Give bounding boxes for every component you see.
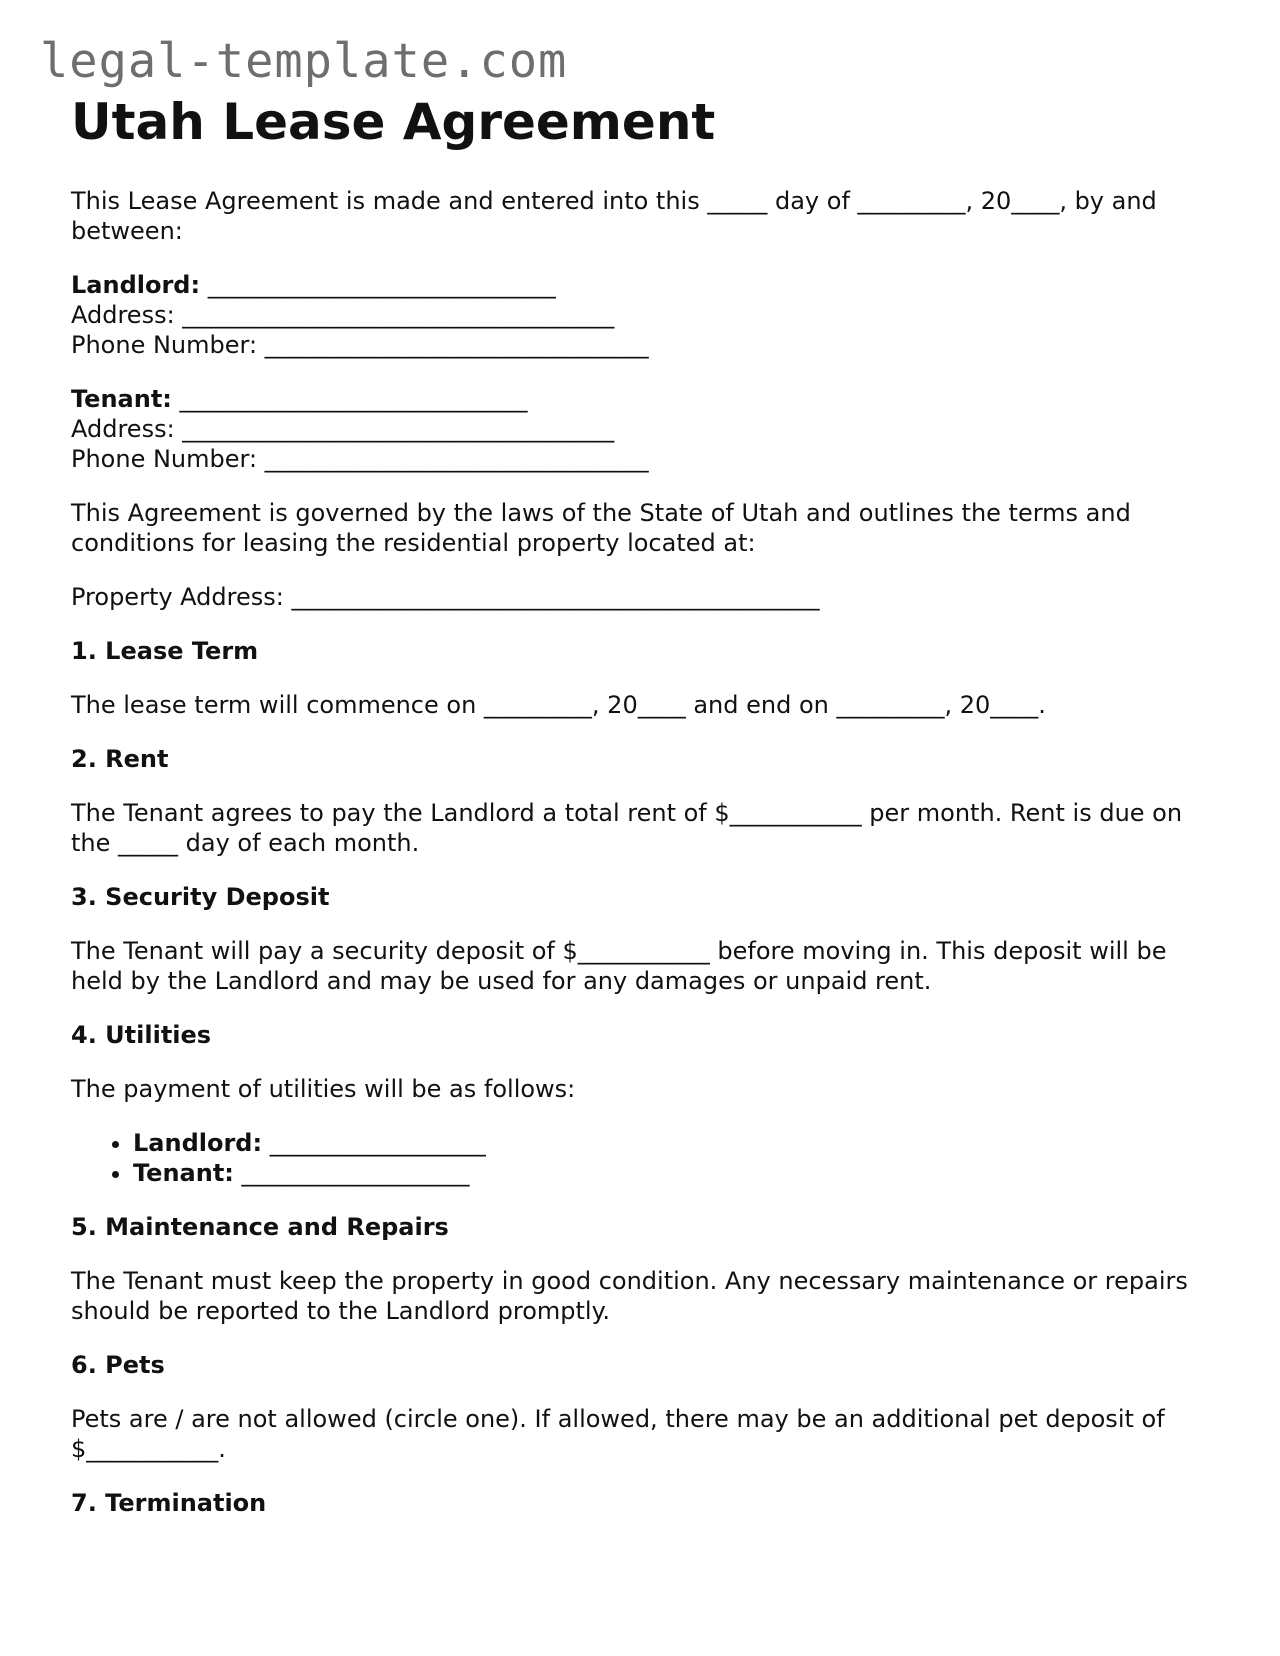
tenant-address: Address: ____________________________________ [71,415,615,443]
utilities-tenant-blank: ___________________ [233,1159,470,1187]
section-text-rent: The Tenant agrees to pay the Landlord a total rent of $___________ per month. Rent is due on the _____ day of each month. [71,799,1183,857]
utilities-landlord-blank: __________________ [262,1129,486,1157]
section-heading-termination: 7. Termination [71,1489,267,1517]
list-item [133,1158,1221,1188]
utilities-tenant-label: Tenant: [133,1159,234,1187]
section-heading-maintenance: 5. Maintenance and Repairs [71,1213,449,1241]
section-text-maintenance: The Tenant must keep the property in good condition. Any necessary maintenance or repairs should be reported to the Landlord promptly. [71,1267,1188,1325]
utilities-list [71,1128,1221,1188]
section-heading-lease-term: 1. Lease Term [71,637,259,665]
watermark-text: legal-template.com [40,34,568,89]
section-heading-rent: 2. Rent [71,745,169,773]
landlord-address: Address: ____________________________________ [71,301,615,329]
section-heading-utilities: 4. Utilities [71,1021,212,1049]
property-address: Property Address: ____________________________________________ [71,583,820,611]
tenant-label: Tenant: [71,385,172,413]
landlord-label: Landlord: [71,271,201,299]
list-item [133,1128,1221,1158]
landlord-line [71,270,1221,300]
intro-paragraph: This Lease Agreement is made and entered into this _____ day of _________, 20____, by and between: [71,187,1157,245]
landlord-blank: _____________________________ [200,271,556,299]
section-text-lease-term: The lease term will commence on _________, 20____ and end on _________, 20____. [71,691,1046,719]
section-text-utilities: The payment of utilities will be as follows: [71,1075,576,1103]
page-title: Utah Lease Agreement [71,93,716,151]
tenant-line [71,384,1221,414]
utilities-landlord-label: Landlord: [133,1129,263,1157]
tenant-block [71,384,1221,474]
document-body [71,92,1221,1542]
tenant-blank: _____________________________ [171,385,528,413]
section-text-deposit: The Tenant will pay a security deposit of $___________ before moving in. This deposit will be held by the Landlord and may be used for any damages or unpaid rent. [71,937,1167,995]
landlord-block [71,270,1221,360]
governing-paragraph: This Agreement is governed by the laws of the State of Utah and outlines the terms and conditions for leasing the residential property located at: [71,499,1131,557]
section-heading-deposit: 3. Security Deposit [71,883,330,911]
section-heading-pets: 6. Pets [71,1351,165,1379]
landlord-phone: Phone Number: ________________________________ [71,331,649,359]
tenant-phone: Phone Number: ________________________________ [71,445,649,473]
section-text-pets: Pets are / are not allowed (circle one). If allowed, there may be an additional pet deposit of $___________. [71,1405,1165,1463]
